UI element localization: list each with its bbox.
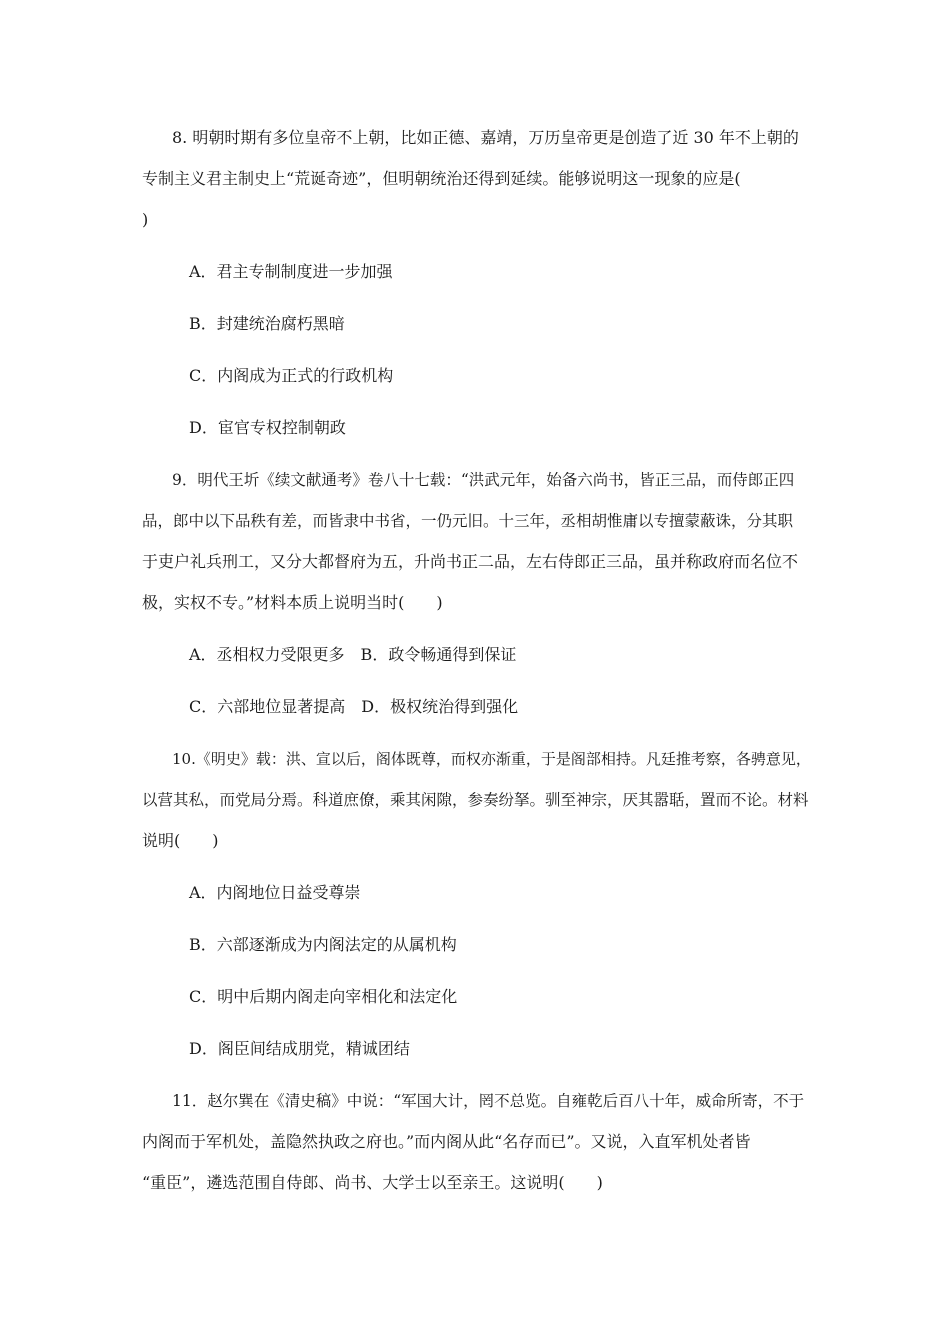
- question-9-line-4: 极，实权不专。”材料本质上说明当时( ): [142, 593, 443, 612]
- question-10-option-c: C．明中后期内阁走向宰相化和法定化: [189, 987, 458, 1006]
- question-11-line-2: 内阁而于军机处，盖隐然执政之府也。”而内阁从此“名存而已”。又说，入直军机处者皆: [142, 1132, 751, 1151]
- question-8-option-b: B．封建统治腐朽黑暗: [189, 314, 345, 333]
- question-8-line-2: 专制主义君主制史上“荒诞奇迹”，但明朝统治还得到延续。能够说明这一现象的应是(: [142, 169, 741, 188]
- question-11-line-1: 11．赵尔巽在《清史稿》中说：“军国大计，罔不总览。自雍乾后百八十年，威命所寄，不于: [172, 1092, 805, 1110]
- question-8-option-d: D．宦官专权控制朝政: [189, 418, 346, 437]
- question-9-line-3: 于吏户礼兵刑工，又分大都督府为五，升尚书正二品，左右侍郎正三品，虽并称政府而名位不: [142, 552, 799, 571]
- question-10-option-a: A．内阁地位日益受尊崇: [189, 883, 361, 902]
- question-9-options-ab: A．丞相权力受限更多 B．政令畅通得到保证: [189, 645, 517, 664]
- question-11-line-3: “重臣”，遴选范围自侍郎、尚书、大学士以至亲王。这说明( ): [142, 1173, 603, 1192]
- question-10-line-2: 以营其私，而党局分焉。科道庶僚，乘其闲隙，参奏纷拏。驯至神宗，厌其嚣聒，置而不论。材料: [142, 791, 809, 809]
- question-8-line-1: 8. 明朝时期有多位皇帝不上朝，比如正德、嘉靖，万历皇帝更是创造了近 30 年不上朝的: [172, 128, 799, 147]
- question-8-line-3: ): [142, 210, 149, 229]
- question-10-line-1: 10.《明史》载：洪、宣以后，阁体既尊，而权亦渐重，于是阁部相持。凡廷推考察，各骋意见，: [172, 750, 811, 768]
- question-9-line-1: 9．明代王圻《续文献通考》卷八十七载：“洪武元年，始备六尚书，皆正三品，而侍郎正四: [172, 471, 795, 489]
- question-10-line-3: 说明( ): [142, 831, 219, 850]
- question-10-option-b: B．六部逐渐成为内阁法定的从属机构: [189, 935, 457, 954]
- question-8-option-a: A．君主专制制度进一步加强: [189, 262, 393, 281]
- question-10-option-d: D．阁臣间结成朋党，精诚团结: [189, 1039, 410, 1058]
- question-9-line-2: 品，郎中以下品秩有差，而皆隶中书省，一仍元旧。十三年，丞相胡惟庸以专擅蒙蔽诛，分其职: [142, 512, 794, 530]
- question-8-option-c: C．内阁成为正式的行政机构: [189, 366, 394, 385]
- question-9-options-cd: C．六部地位显著提高 D．极权统治得到强化: [189, 697, 519, 716]
